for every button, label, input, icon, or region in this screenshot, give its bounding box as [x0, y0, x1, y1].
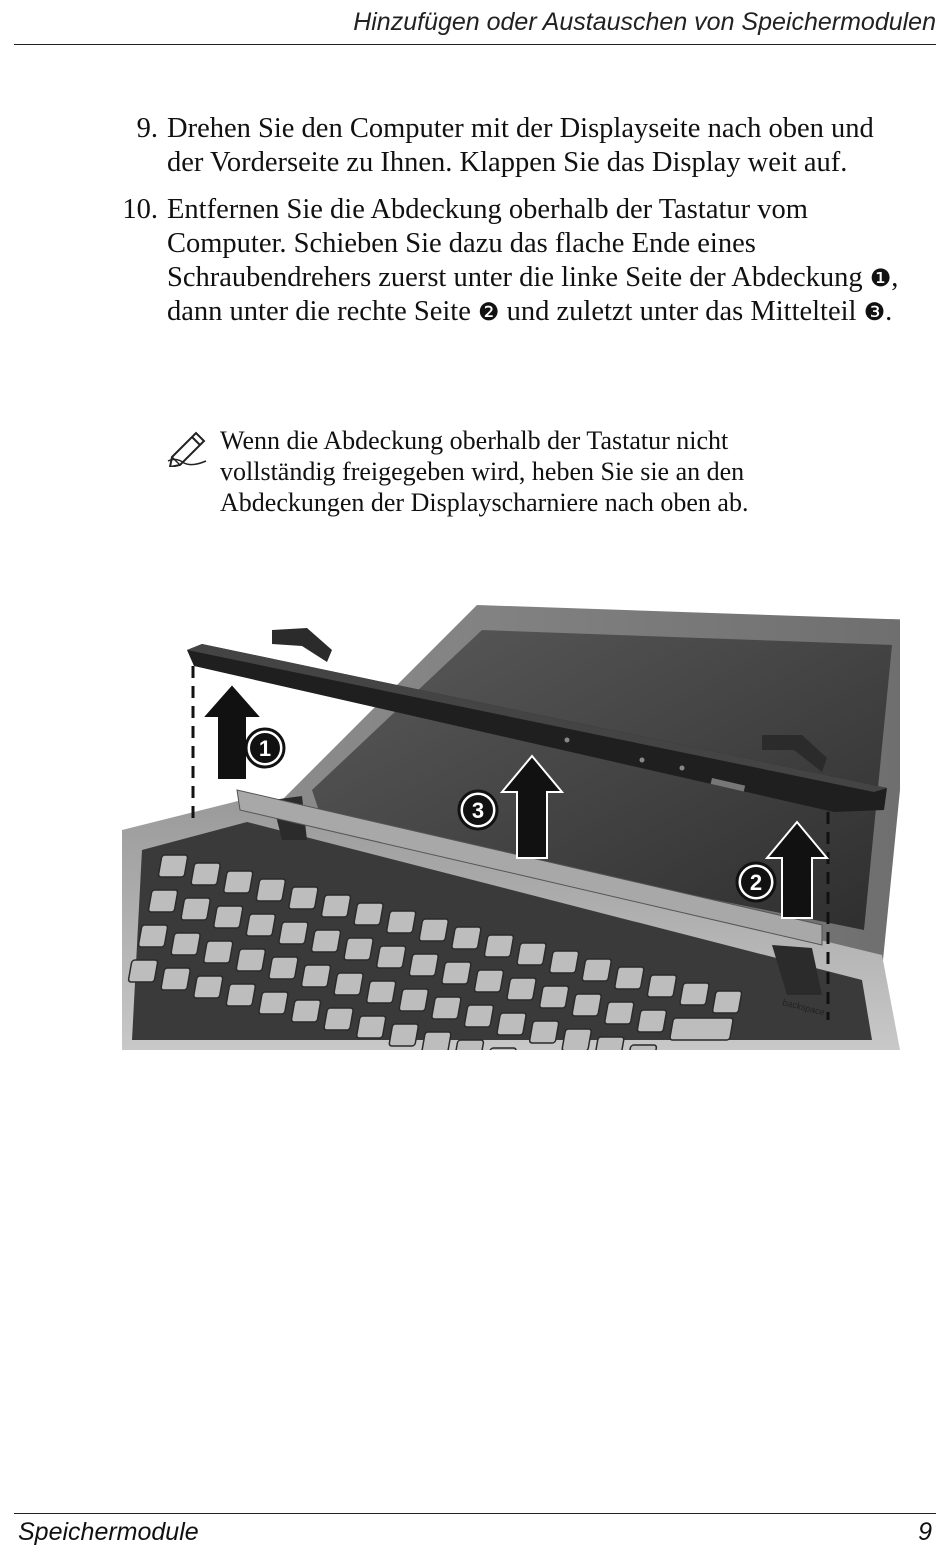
callout-ref-3: ❸ — [863, 298, 886, 326]
running-header: Hinzufügen oder Austauschen von Speichermodulen — [353, 8, 936, 36]
note-text: Wenn die Abdeckung oberhalb der Tastatur nicht vollständig freigegeben wird, heben Sie sie an den Abdeckungen der Displayscharniere nach oben ab. — [220, 426, 749, 517]
step-text: Entfernen Sie die Abdeckung oberhalb der Tastatur vom Computer. Schieben Sie dazu das flache Ende eines Schraubendrehers zuerst unter die linke Seite der Abdeckung — [167, 194, 870, 293]
callout-2-label: 2 — [749, 870, 763, 895]
step-10 — [110, 193, 900, 329]
note-box — [170, 425, 850, 518]
instruction-steps — [110, 112, 900, 342]
footer-section: Speichermodule — [18, 1518, 199, 1546]
callout-1 — [246, 729, 284, 767]
callout-ref-1: ❶ — [869, 264, 892, 292]
laptop-illustration — [122, 600, 900, 1050]
step-number: 9. — [136, 113, 158, 144]
page-number: 9 — [918, 1518, 932, 1546]
header-rule — [14, 44, 936, 45]
step-9 — [110, 112, 900, 180]
footer-rule — [14, 1513, 936, 1514]
pencil-note-icon — [166, 427, 212, 467]
step-number: 10. — [122, 194, 158, 225]
key-label-backspace: backspace — [781, 997, 826, 1018]
step-text: , dann unter die rechte Seite — [167, 262, 899, 327]
step-text: Drehen Sie den Computer mit der Displayseite nach oben und der Vorderseite zu Ihnen. Klappen Sie das Display weit auf. — [167, 113, 874, 178]
step-text: . — [885, 296, 893, 327]
callout-2 — [737, 863, 775, 901]
step-text: und zuletzt unter das Mittelteil — [499, 296, 864, 327]
callout-ref-2: ❷ — [478, 298, 500, 326]
callout-3-label: 3 — [471, 798, 485, 823]
callout-3 — [459, 791, 497, 829]
callout-1-label: 1 — [258, 736, 272, 761]
